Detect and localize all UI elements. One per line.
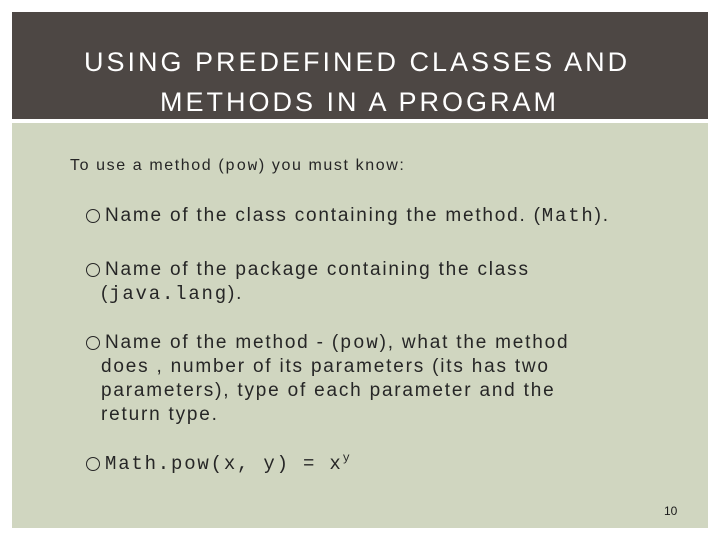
bullet-formula [86, 452, 676, 478]
bullet-code: Math [541, 205, 595, 227]
bullet-class-name [86, 204, 676, 228]
title-line-1: USING PREDEFINED CLASSES AND [84, 47, 631, 77]
title-bar [12, 12, 708, 119]
page-number: 10 [664, 504, 678, 518]
bullet-open-paren: ( [101, 283, 110, 304]
bullet-suffix: ). [594, 205, 610, 226]
formula-code: Math.pow(x, y) = x [105, 453, 343, 475]
bullet-suffix: ), what the method [379, 332, 570, 353]
bullet-package-name [86, 258, 676, 306]
intro-text [70, 157, 405, 175]
bullet-circle-icon [86, 209, 100, 223]
bullet-code: pow [339, 332, 380, 354]
bullet-line-4: return type. [101, 404, 219, 425]
bullet-text: Name of the package containing the class [105, 259, 530, 280]
bullet-code: java.lang [109, 283, 228, 305]
bullet-circle-icon [86, 336, 100, 350]
bullet-circle-icon [86, 457, 100, 471]
bullet-line-3: parameters), type of each parameter and the [101, 380, 556, 401]
bullet-line-2: does , number of its parameters (its has two [101, 356, 550, 377]
bullet-text: Name of the class containing the method. ( [105, 205, 542, 226]
intro-suffix: ) you must know: [258, 157, 406, 174]
bullet-circle-icon [86, 263, 100, 277]
intro-prefix: To use a method ( [70, 157, 226, 174]
slide-title [12, 42, 708, 122]
bullet-suffix: ). [227, 283, 244, 304]
intro-code: pow [225, 157, 259, 175]
formula-superscript: y [342, 451, 352, 465]
bullet-method-name [86, 331, 676, 427]
bullet-text: Name of the method - ( [105, 332, 340, 353]
title-line-2: METHODS IN A PROGRAM [160, 87, 560, 117]
